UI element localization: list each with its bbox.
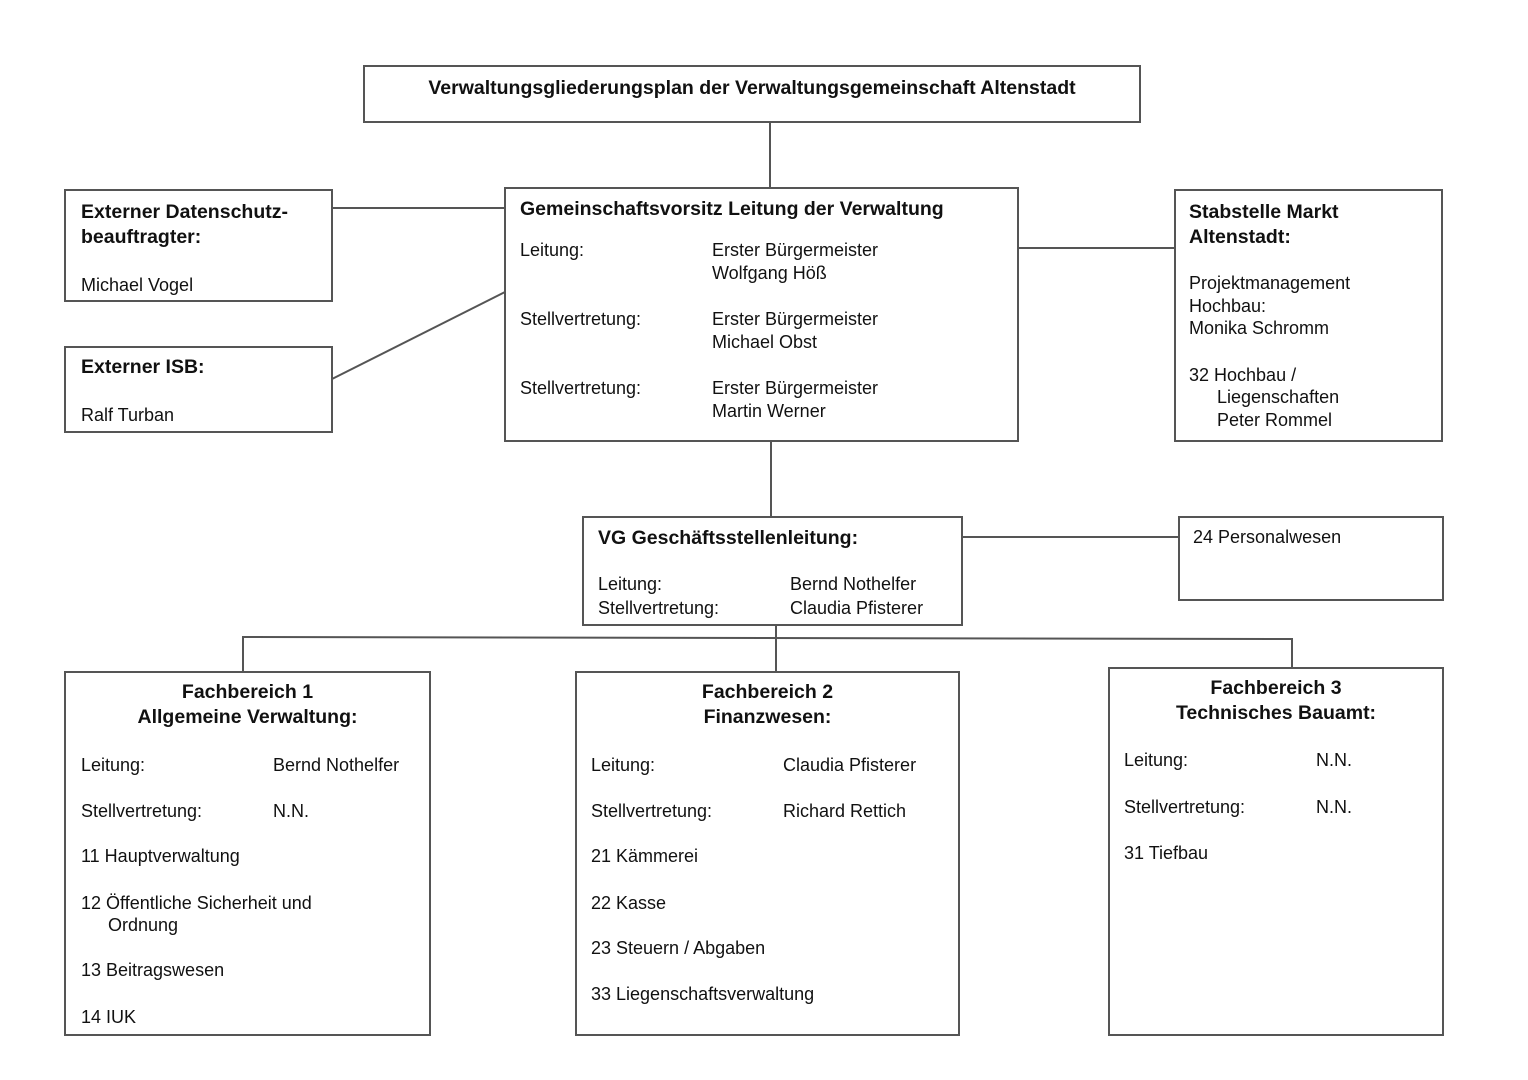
stabstelle-heading-line2: Altenstadt: (1189, 226, 1291, 248)
vorsitz-row2-name: Michael Obst (712, 332, 818, 352)
fb1-unit-11: 11 Hauptverwaltung (81, 846, 240, 866)
fb1-leitung-label: Leitung: (81, 755, 146, 775)
fb1-heading-line2: Allgemeine Verwaltung: (137, 706, 358, 728)
fb1-box (64, 671, 431, 1036)
vorsitz-row1-name: Wolfgang Höß (712, 263, 827, 283)
fb2-heading-line2: Finanzwesen: (703, 706, 832, 728)
fb2-unit-22: 22 Kasse (591, 893, 667, 913)
fb3-vertretung-label: Stellvertretung: (1124, 797, 1246, 817)
geschaeftsstelle-vertretung-label: Stellvertretung: (598, 598, 720, 618)
vorsitz-row3-role: Erster Bürgermeister (712, 378, 879, 398)
fb3-heading-line2: Technisches Bauamt: (1175, 702, 1377, 724)
stabstelle-project-name: Monika Schromm (1189, 318, 1330, 338)
datenschutz-box (64, 189, 333, 302)
isb-name: Ralf Turban (81, 405, 175, 425)
stabstelle-project-line1: Projektmanagement (1189, 273, 1351, 293)
fb3-box (1108, 667, 1444, 1036)
vorsitz-row1-role: Erster Bürgermeister (712, 240, 879, 260)
fb1-heading-line1: Fachbereich 1 (181, 681, 314, 703)
vorsitz-row2-role: Erster Bürgermeister (712, 309, 879, 329)
fb2-unit-33: 33 Liegenschaftsverwaltung (591, 984, 815, 1004)
geschaeftsstelle-heading: VG Geschäftsstellenleitung: (598, 527, 859, 549)
stabstelle-unit-line2: Liegenschaften (1217, 387, 1340, 407)
stabstelle-unit-line1: 32 Hochbau / (1189, 365, 1297, 385)
stabstelle-unit-name: Peter Rommel (1217, 410, 1333, 430)
datenschutz-name: Michael Vogel (81, 275, 194, 295)
fb1-unit-12-continuation: Ordnung (108, 915, 179, 935)
isb-heading: Externer ISB: (81, 356, 205, 378)
geschaeftsstelle-leitung-name: Bernd Nothelfer (790, 574, 917, 594)
fb2-vertretung-name: Richard Rettich (783, 801, 907, 821)
fb1-leitung-name: Bernd Nothelfer (273, 755, 400, 775)
fb1-unit-14: 14 IUK (81, 1007, 137, 1027)
fb2-unit-21: 21 Kämmerei (591, 846, 699, 866)
stabstelle-project-line2: Hochbau: (1189, 296, 1267, 316)
fb1-unit-13: 13 Beitragswesen (81, 960, 225, 980)
stabstelle-box (1174, 189, 1443, 442)
personal-box (1178, 516, 1444, 601)
geschaeftsstelle-leitung-label: Leitung: (598, 574, 663, 594)
fb2-unit-23: 23 Steuern / Abgaben (591, 938, 766, 958)
fb1-vertretung-name: N.N. (273, 801, 309, 821)
fb2-box (575, 671, 960, 1036)
geschaeftsstelle-box (582, 516, 963, 626)
fb1-unit-12: 12 Öffentliche Sicherheit und (81, 893, 312, 913)
personal-label: 24 Personalwesen (1193, 527, 1342, 547)
geschaeftsstelle-vertretung-name: Claudia Pfisterer (790, 598, 924, 618)
fb2-leitung-label: Leitung: (591, 755, 656, 775)
fb3-leitung-name: N.N. (1316, 750, 1352, 770)
title-box (363, 65, 1141, 123)
fb3-vertretung-name: N.N. (1316, 797, 1352, 817)
fb3-heading-line1: Fachbereich 3 (1210, 677, 1342, 699)
vorsitz-row1-label: Leitung: (520, 240, 585, 260)
datenschutz-heading-line1: Externer Datenschutz- (81, 201, 288, 223)
vorsitz-heading: Gemeinschaftsvorsitz Leitung der Verwaltung (520, 198, 944, 220)
vorsitz-row3-label: Stellvertretung: (520, 378, 642, 398)
datenschutz-heading-line2: beauftragter: (81, 226, 202, 248)
stabstelle-heading-line1: Stabstelle Markt (1189, 201, 1339, 223)
fb2-leitung-name: Claudia Pfisterer (783, 755, 917, 775)
vorsitz-row3-name: Martin Werner (712, 401, 826, 421)
fb2-heading-line1: Fachbereich 2 (701, 681, 834, 703)
fb3-unit-31: 31 Tiefbau (1124, 843, 1209, 863)
vorsitz-row2-label: Stellvertretung: (520, 309, 642, 329)
diagram-title: Verwaltungsgliederungsplan der Verwaltungsgemeinschaft Altenstadt (428, 77, 1076, 99)
isb-box (64, 346, 333, 433)
fb1-vertretung-label: Stellvertretung: (81, 801, 203, 821)
connector-isb-vorsitz (332, 292, 505, 379)
vorsitz-box (504, 187, 1019, 442)
fb3-leitung-label: Leitung: (1124, 750, 1189, 770)
fb2-vertretung-label: Stellvertretung: (591, 801, 713, 821)
